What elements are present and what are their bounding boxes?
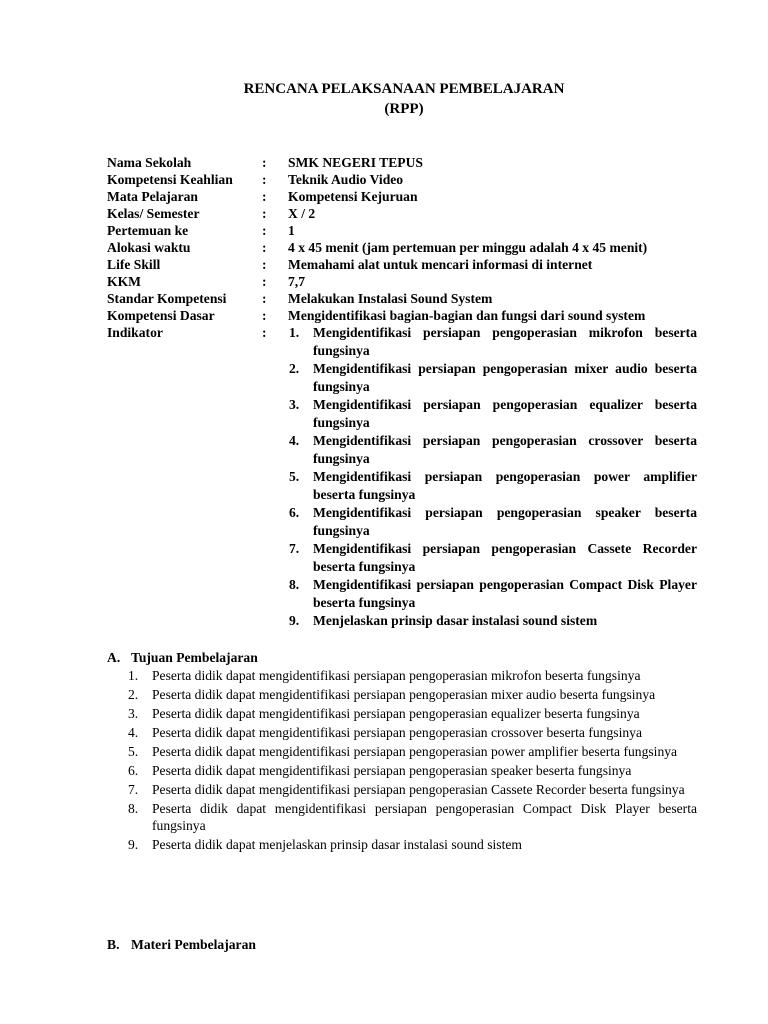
info-value: 7,7 xyxy=(288,274,305,289)
info-label: Standar Kompetensi xyxy=(107,291,227,306)
indicator-text: Mengidentifikasi persiapan pengoperasian speaker beserta fungsinya xyxy=(313,505,697,538)
info-label: Indikator xyxy=(107,325,163,340)
indicator-item xyxy=(289,468,697,504)
info-label: Kelas/ Semester xyxy=(107,206,200,221)
objective-text: Peserta didik dapat mengidentifikasi persiapan pengoperasian power amplifier beserta fungsinya xyxy=(152,744,678,759)
info-value: Kompetensi Kejuruan xyxy=(288,189,418,204)
info-colon: : xyxy=(262,189,267,204)
section-title: Tujuan Pembelajaran xyxy=(131,650,258,665)
info-label: Kompetensi Dasar xyxy=(107,308,215,323)
info-row-kompetensi-dasar xyxy=(107,307,697,324)
info-value: X / 2 xyxy=(288,206,316,221)
objective-number: 1. xyxy=(128,668,139,683)
info-value: Teknik Audio Video xyxy=(288,172,404,187)
info-colon: : xyxy=(262,308,267,323)
indicator-text: Mengidentifikasi persiapan pengoperasian mikrofon beserta fungsinya xyxy=(313,325,697,358)
objective-text: Peserta didik dapat mengidentifikasi persiapan pengoperasian Cassete Recorder beserta fungsinya xyxy=(152,782,685,797)
objective-item xyxy=(128,705,697,722)
info-label: Nama Sekolah xyxy=(107,155,192,170)
indicator-item xyxy=(289,540,697,576)
objective-item xyxy=(128,781,697,798)
indicator-text: Mengidentifikasi persiapan pengoperasian Cassete Recorder beserta fungsinya xyxy=(313,541,697,574)
document-subtitle: (RPP) xyxy=(384,101,424,117)
indicator-text: Mengidentifikasi persiapan pengoperasian Compact Disk Player beserta fungsinya xyxy=(313,577,697,610)
info-label: Pertemuan ke xyxy=(107,223,189,238)
objective-item xyxy=(128,743,697,760)
objective-text: Peserta didik dapat mengidentifikasi persiapan pengoperasian Compact Disk Player beserta fungsinya xyxy=(152,801,697,833)
indicator-item xyxy=(289,324,697,360)
indicator-list xyxy=(289,324,697,630)
info-row-mata-pelajaran xyxy=(107,188,697,205)
objective-list xyxy=(128,667,697,855)
objective-item xyxy=(128,800,697,834)
objective-number: 9. xyxy=(128,837,139,852)
info-value: 1 xyxy=(288,223,295,238)
indicator-number: 6. xyxy=(289,505,300,520)
section-letter: A. xyxy=(107,650,121,665)
info-value: Memahami alat untuk mencari informasi di internet xyxy=(288,257,593,272)
objective-text: Peserta didik dapat mengidentifikasi persiapan pengoperasian equalizer beserta fungsinya xyxy=(152,706,640,721)
objective-number: 6. xyxy=(128,763,139,778)
indicator-number: 7. xyxy=(289,541,300,556)
indicator-text: Mengidentifikasi persiapan pengoperasian power amplifier beserta fungsinya xyxy=(313,469,697,502)
objective-item xyxy=(128,836,697,853)
objective-text: Peserta didik dapat mengidentifikasi persiapan pengoperasian speaker beserta fungsinya xyxy=(152,763,632,778)
objective-item xyxy=(128,667,697,684)
info-colon: : xyxy=(262,291,267,306)
info-row-kkm xyxy=(107,273,697,290)
indicator-text: Mengidentifikasi persiapan pengoperasian crossover beserta fungsinya xyxy=(313,433,697,466)
info-row-nama-sekolah xyxy=(107,154,697,171)
indicator-text: Mengidentifikasi persiapan pengoperasian equalizer beserta fungsinya xyxy=(313,397,697,430)
info-row-life-skill xyxy=(107,256,697,273)
objective-number: 4. xyxy=(128,725,139,740)
info-row-standar-kompetensi xyxy=(107,290,697,307)
info-label: Kompetensi Keahlian xyxy=(107,172,233,187)
document-title: RENCANA PELAKSANAAN PEMBELAJARAN xyxy=(243,81,565,97)
info-label: Life Skill xyxy=(107,257,161,272)
indicator-item xyxy=(289,612,697,630)
info-row-kompetensi-keahlian xyxy=(107,171,697,188)
indicator-number: 3. xyxy=(289,397,300,412)
section-heading-tujuan xyxy=(107,649,258,666)
section-heading-materi xyxy=(107,936,256,953)
info-colon: : xyxy=(262,155,267,170)
indicator-number: 5. xyxy=(289,469,300,484)
indicator-item xyxy=(289,576,697,612)
info-label: KKM xyxy=(107,274,141,289)
indicator-item xyxy=(289,396,697,432)
objective-number: 5. xyxy=(128,744,139,759)
school-info-table xyxy=(107,154,697,341)
info-colon: : xyxy=(262,223,267,238)
objective-text: Peserta didik dapat menjelaskan prinsip dasar instalasi sound sistem xyxy=(152,837,522,852)
info-value: Melakukan Instalasi Sound System xyxy=(288,291,493,306)
info-value: Mengidentifikasi bagian-bagian dan fungsi dari sound system xyxy=(288,308,646,323)
indicator-number: 2. xyxy=(289,361,300,376)
indicator-text: Mengidentifikasi persiapan pengoperasian mixer audio beserta fungsinya xyxy=(313,361,697,394)
objective-number: 7. xyxy=(128,782,139,797)
indicator-number: 8. xyxy=(289,577,300,592)
objective-text: Peserta didik dapat mengidentifikasi persiapan pengoperasian mixer audio beserta fungsinya xyxy=(152,687,656,702)
info-row-pertemuan xyxy=(107,222,697,239)
section-letter: B. xyxy=(107,937,120,952)
objective-number: 8. xyxy=(128,801,139,816)
info-label: Alokasi waktu xyxy=(107,240,191,255)
info-colon: : xyxy=(262,206,267,221)
info-colon: : xyxy=(262,172,267,187)
indicator-text: Menjelaskan prinsip dasar instalasi sound sistem xyxy=(313,613,598,628)
indicator-number: 4. xyxy=(289,433,300,448)
objective-text: Peserta didik dapat mengidentifikasi persiapan pengoperasian mikrofon beserta fungsinya xyxy=(152,668,641,683)
objective-number: 2. xyxy=(128,687,139,702)
info-row-alokasi-waktu xyxy=(107,239,697,256)
indicator-number: 9. xyxy=(289,613,300,628)
info-colon: : xyxy=(262,240,267,255)
objective-item xyxy=(128,762,697,779)
indicator-number: 1. xyxy=(289,325,300,340)
objective-item xyxy=(128,686,697,703)
info-row-kelas-semester xyxy=(107,205,697,222)
info-colon: : xyxy=(262,325,267,340)
info-colon: : xyxy=(262,274,267,289)
objective-number: 3. xyxy=(128,706,139,721)
indicator-item xyxy=(289,360,697,396)
info-label: Mata Pelajaran xyxy=(107,189,198,204)
section-title: Materi Pembelajaran xyxy=(131,937,256,952)
indicator-item xyxy=(289,432,697,468)
indicator-item xyxy=(289,504,697,540)
info-value: 4 x 45 menit (jam pertemuan per minggu adalah 4 x 45 menit) xyxy=(288,240,648,255)
objective-text: Peserta didik dapat mengidentifikasi persiapan pengoperasian crossover beserta fungsinya xyxy=(152,725,642,740)
objective-item xyxy=(128,724,697,741)
info-colon: : xyxy=(262,257,267,272)
info-value: SMK NEGERI TEPUS xyxy=(288,155,423,170)
